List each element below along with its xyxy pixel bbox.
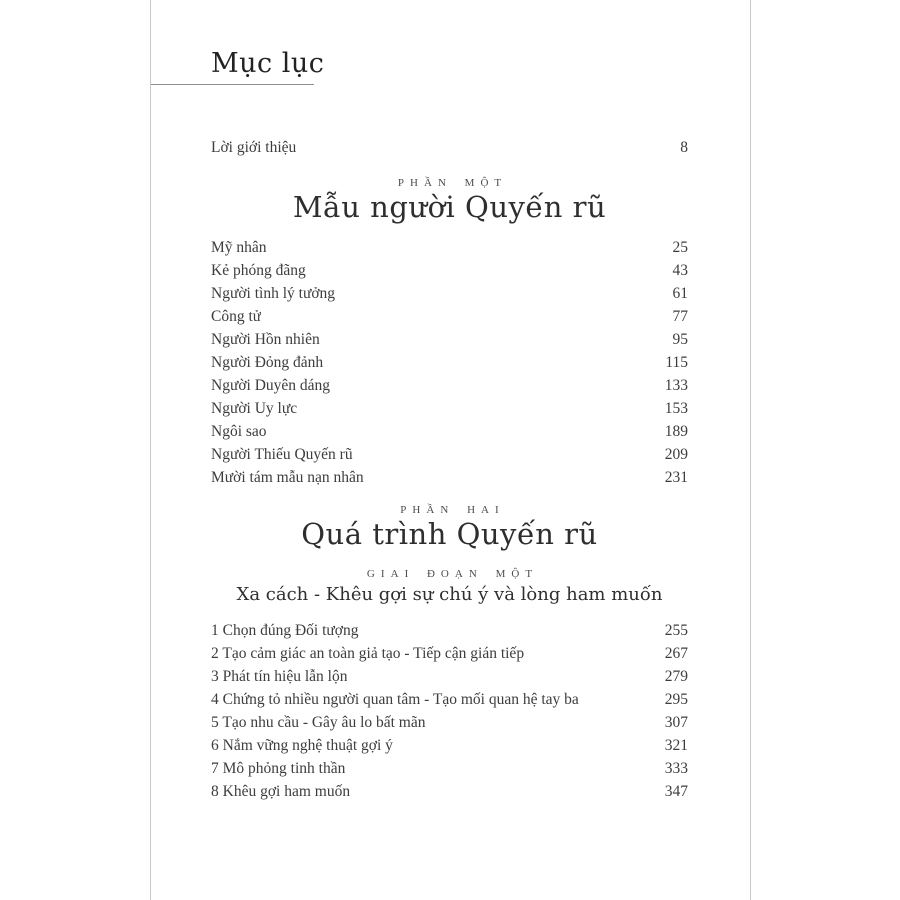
toc-entry — [211, 734, 688, 757]
toc-entry-title: Người Duyên dáng — [211, 377, 331, 394]
toc-entry-title: 8 Khêu gợi ham muốn — [211, 783, 351, 800]
part-two-heading: Quá trình Quyến rũ — [301, 517, 598, 551]
toc-entry-page-number: 25 — [672, 239, 688, 256]
toc-entry-title: Ngôi sao — [211, 423, 267, 440]
toc-entry — [211, 642, 688, 665]
header-rule — [151, 84, 314, 85]
toc-entry-title: Người Uy lực — [211, 400, 298, 417]
toc-entry-title: Công tử — [211, 308, 262, 325]
part-one-entry-list — [211, 236, 688, 489]
toc-entry-title: Người Thiếu Quyến rũ — [211, 446, 353, 463]
toc-entry-page-number: 295 — [664, 691, 688, 708]
toc-entry-page-number: 189 — [664, 423, 688, 440]
toc-entry-title: 5 Tạo nhu cầu - Gây âu lo bất mãn — [211, 714, 426, 731]
toc-entry — [211, 757, 688, 780]
toc-entry-title: 1 Chọn đúng Đối tượng — [211, 622, 359, 639]
toc-entry — [211, 236, 688, 259]
toc-entry — [211, 136, 688, 159]
toc-entry — [211, 259, 688, 282]
toc-entry — [211, 443, 688, 466]
toc-content — [151, 0, 750, 803]
toc-entry — [211, 397, 688, 420]
toc-entry-title: Lời giới thiệu — [211, 139, 297, 156]
toc-entry-page-number: 267 — [664, 645, 688, 662]
toc-entry — [211, 665, 688, 688]
toc-entry-page-number: 8 — [680, 139, 688, 156]
toc-entry — [211, 282, 688, 305]
toc-entry-page-number: 77 — [672, 308, 688, 325]
toc-entry-page-number: 133 — [664, 377, 688, 394]
toc-entry — [211, 374, 688, 397]
toc-entry-page-number: 43 — [672, 262, 688, 279]
toc-entry — [211, 688, 688, 711]
toc-entry-page-number: 347 — [664, 783, 688, 800]
toc-entry-page-number: 279 — [664, 668, 688, 685]
toc-entry — [211, 780, 688, 803]
toc-entry — [211, 328, 688, 351]
toc-entry-title: Kẻ phóng đãng — [211, 262, 306, 279]
part-two-kicker: PHẦN HAI — [400, 504, 505, 516]
toc-entry-page-number: 307 — [664, 714, 688, 731]
toc-entry-page-number: 321 — [664, 737, 688, 754]
toc-entry — [211, 420, 688, 443]
toc-entry-page-number: 61 — [672, 285, 688, 302]
stage-one-heading: Xa cách - Khêu gợi sự chú ý và lòng ham muốn — [236, 584, 663, 605]
toc-entry — [211, 711, 688, 734]
page-title: Mục lục — [211, 48, 325, 79]
toc-entry-title: Mười tám mẫu nạn nhân — [211, 469, 364, 486]
toc-entry-title: 7 Mô phỏng tinh thần — [211, 760, 346, 777]
toc-entry-title: Người tình lý tưởng — [211, 285, 336, 302]
toc-entry-title: 6 Nắm vững nghệ thuật gợi ý — [211, 737, 393, 754]
toc-entry — [211, 466, 688, 489]
toc-entry-title: Mỹ nhân — [211, 239, 267, 256]
part-two-entry-list — [211, 619, 688, 803]
toc-entry-page-number: 115 — [665, 354, 688, 371]
stage-one-kicker: GIAI ĐOẠN MỘT — [366, 568, 539, 580]
toc-entry-page-number: 231 — [664, 469, 688, 486]
part-one-heading: Mẫu người Quyến rũ — [292, 190, 607, 224]
toc-entry — [211, 305, 688, 328]
toc-entry-title: 3 Phát tín hiệu lẫn lộn — [211, 668, 348, 685]
toc-entry-title: 4 Chứng tỏ nhiều người quan tâm - Tạo mối quan hệ tay ba — [211, 691, 579, 708]
toc-entry-page-number: 209 — [664, 446, 688, 463]
part-one-kicker: PHẦN MỘT — [397, 177, 508, 189]
toc-entry — [211, 619, 688, 642]
toc-entry-page-number: 255 — [664, 622, 688, 639]
toc-page — [150, 0, 751, 900]
intro-entry-list — [211, 136, 688, 159]
toc-entry-title: 2 Tạo cảm giác an toàn giả tạo - Tiếp cận gián tiếp — [211, 645, 525, 662]
toc-entry-title: Người Hồn nhiên — [211, 331, 320, 348]
toc-entry — [211, 351, 688, 374]
toc-entry-page-number: 95 — [672, 331, 688, 348]
toc-entry-title: Người Đỏng đảnh — [211, 354, 324, 371]
toc-entry-page-number: 153 — [664, 400, 688, 417]
toc-entry-page-number: 333 — [664, 760, 688, 777]
